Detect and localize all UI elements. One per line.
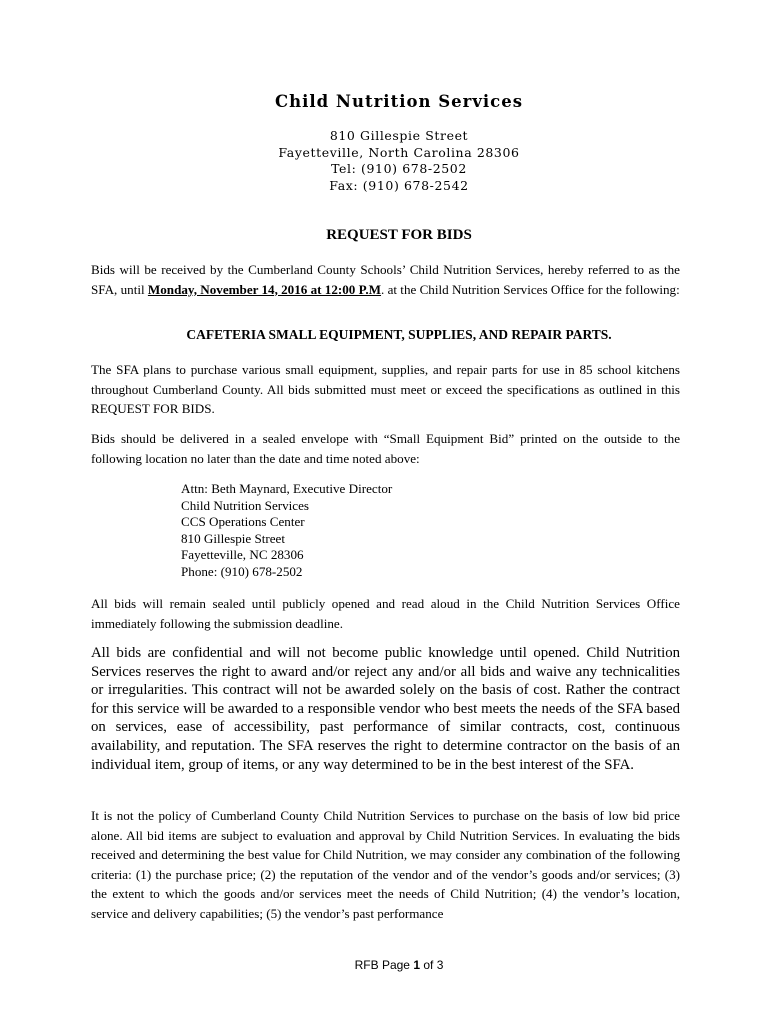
confidential-paragraph: All bids are confidential and will not become public knowledge until opened. Child Nutrition Services reserves the right to award and/or reject any and/or all bids and waive any technicalities or irregularities. This contract will not be awarded solely on the basis of cost. Rather the contract for this service will be awarded to a responsible vendor who best meets the needs of the SFA based on services, ease of accessibility, past performance of similar contracts, cost, continuous availability, and reputation. The SFA reserves the right to determine contractor on the basis of an individual item, group of items, or any way determined to be in the best interest of the SFA. xyxy=(91,645,680,773)
page-footer xyxy=(14,958,770,972)
footer-of: of xyxy=(420,958,437,972)
intro-text-after: . at the Child Nutrition Services Office for the following: xyxy=(381,281,680,297)
item-heading: CAFETERIA SMALL EQUIPMENT, SUPPLIES, AND REPAIR PARTS. xyxy=(186,327,612,342)
address-attn: Attn: Beth Maynard, Executive Director xyxy=(181,481,393,496)
org-street: 810 Gillespie Street xyxy=(329,128,469,143)
org-title: Child Nutrition Services xyxy=(274,92,524,111)
document-heading: REQUEST FOR BIDS xyxy=(326,227,472,243)
org-address xyxy=(14,128,770,194)
address-center: CCS Operations Center xyxy=(181,514,305,530)
address-city: Fayetteville, NC 28306 xyxy=(181,547,304,563)
delivery-paragraph: Bids should be delivered in a sealed envelope with “Small Equipment Bid” printed on the outside to the following location no later than the date and time noted above: xyxy=(91,431,680,466)
sealed-paragraph: All bids will remain sealed until publicly opened and read aloud in the Child Nutrition Services Office immediately following the submission deadline. xyxy=(91,596,680,631)
footer-page-number: 1 xyxy=(413,958,420,972)
org-city: Fayetteville, North Carolina 28306 xyxy=(278,144,520,160)
org-fax: Fax: (910) 678-2542 xyxy=(329,177,469,193)
intro-text-before: Bids will be received by the Cumberland County Schools’ Child Nutrition Services, hereby referred to as the SFA, until xyxy=(91,262,680,297)
footer-page-total: 3 xyxy=(436,958,444,972)
intro-paragraph xyxy=(91,260,680,299)
footer-prefix: RFB Page xyxy=(354,958,414,972)
delivery-address xyxy=(181,481,392,581)
deadline-text: Monday, November 14, 2016 at 12:00 P.M xyxy=(147,281,382,297)
plans-paragraph: The SFA plans to purchase various small equipment, supplies, and repair parts for use in 85 school kitchens throughout Cumberland County. All bids submitted must meet or exceed the specifications as outlined in this REQUEST FOR BIDS. xyxy=(91,362,680,416)
address-phone: Phone: (910) 678-2502 xyxy=(181,563,303,579)
address-org: Child Nutrition Services xyxy=(181,497,310,513)
org-phone: Tel: (910) 678-2502 xyxy=(331,161,467,176)
policy-paragraph: It is not the policy of Cumberland County Child Nutrition Services to purchase on the basis of low bid price alone. All bid items are subject to evaluation and approval by Child Nutrition Services. In evaluating the bids received and determining the best value for Child Nutrition, we may consider any combination of the following criteria: (1) the purchase price; (2) the reputation of the vendor and of the vendor’s goods and/or services; (3) the extent to which the goods and/or services meet the needs of Child Nutrition; (4) the vendor’s location, service and delivery capabilities; (5) the vendor’s past performance xyxy=(91,808,680,921)
address-street: 810 Gillespie Street xyxy=(181,530,286,546)
